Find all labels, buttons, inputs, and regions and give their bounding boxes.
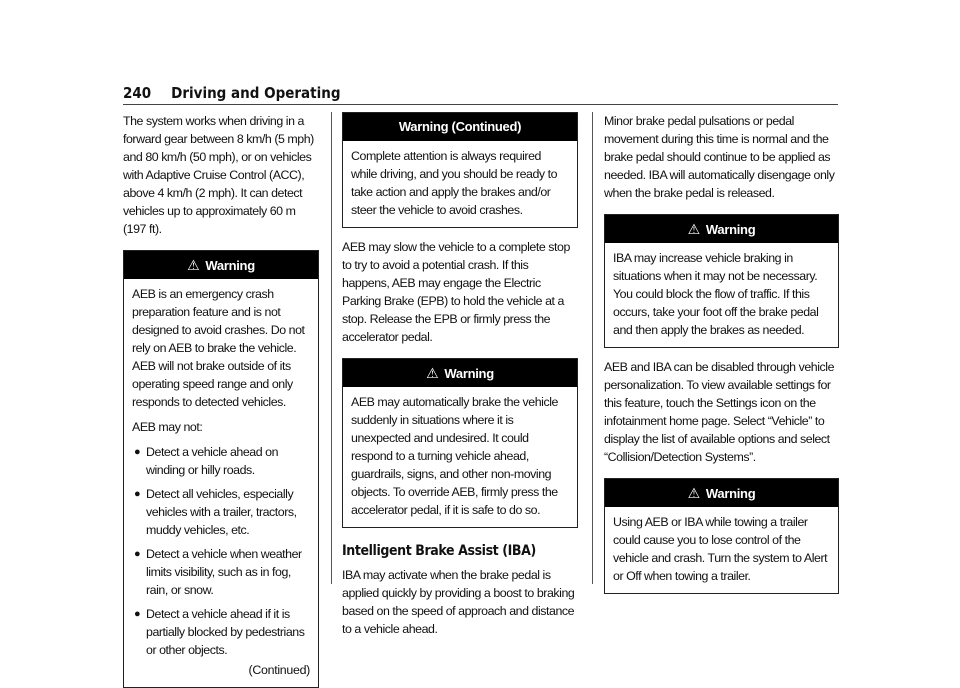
warning-text: AEB may automatically brake the vehicle suddenly in situations where it is unexpected and undesired. It could respond to a turning vehicle ahead, guardrails, signs, and other non-moving objects. To override AEB, firmly press the accelerator pedal, if it is safe to do so.: [351, 395, 558, 517]
section-heading-iba: Intelligent Brake Assist (IBA): [342, 543, 536, 559]
warning-text: Complete attention is always required while driving, and you should be ready to take action and apply the brakes and/or steer the vehicle to avoid crashes.: [351, 149, 558, 217]
warning-triangle-icon: ⚠: [687, 485, 700, 501]
warning-text: Using AEB or IBA while towing a trailer could cause you to lose control of the vehicle and crash. Turn the system to Alert or Off when towing a trailer.: [613, 515, 828, 583]
warning-body: [343, 387, 577, 527]
list-item: [132, 443, 310, 479]
warning-box-auto-brake: [342, 358, 578, 528]
bullet-text: Detect all vehicles, especially vehicles with a trailer, tractors, muddy vehicles, etc.: [146, 487, 297, 537]
warning-box-iba: [604, 214, 839, 348]
warning-box-aeb: [123, 250, 319, 688]
warning-body: [605, 507, 838, 593]
column-1: [123, 112, 319, 688]
warning-header: [124, 251, 318, 279]
warning-header: [343, 359, 577, 387]
column-divider-1: [331, 112, 332, 584]
warning-title: Warning: [205, 258, 255, 273]
warning-triangle-icon: ⚠: [687, 221, 700, 237]
warning-body: [605, 243, 838, 347]
warning-triangle-icon: ⚠: [426, 365, 439, 381]
warning-body: [124, 279, 318, 687]
disable-paragraph: AEB and IBA can be disabled through vehicle personalization. To view available settings for this feature, touch the Settings icon on the infotainment home page. Select “Vehicle” to display the list of available options and select “Collision/Detection Systems”.: [604, 360, 835, 464]
warning-body: [343, 141, 577, 227]
column-2: [342, 112, 578, 638]
bullet-icon: ●: [134, 488, 141, 500]
warning-header: [605, 479, 838, 507]
bullet-icon: ●: [134, 446, 141, 458]
warning-bullet-list: [132, 443, 310, 659]
bullet-icon: ●: [134, 548, 141, 560]
warning-title: Warning: [705, 486, 756, 501]
warning-header: [605, 215, 838, 243]
aeb-stop-paragraph: AEB may slow the vehicle to a complete stop to try to avoid a potential crash. If this happens, AEB may engage the Electric Parking Brake (EPB) to hold the vehicle at a stop. Release the EPB or firmly press the accelerator pedal.: [342, 240, 570, 344]
column-3: [604, 112, 839, 594]
warning-title: Warning: [705, 222, 756, 237]
warning-header: Warning (Continued): [343, 113, 577, 141]
list-item: [132, 485, 310, 539]
bullet-text: Detect a vehicle when weather limits visibility, such as in fog, rain, or snow.: [146, 547, 302, 597]
list-item: [132, 545, 310, 599]
pedal-paragraph: Minor brake pedal pulsations or pedal movement during this time is normal and the brake pedal should continue to be applied as needed. IBA will automatically disengage only when the brake pedal is released.: [604, 114, 835, 200]
column-divider-2: [592, 112, 593, 584]
warning-triangle-icon: ⚠: [187, 257, 200, 273]
warning-text: AEB is an emergency crash preparation feature and is not designed to avoid crashes. Do not rely on AEB to brake the vehicle. AEB will not brake outside of its operating speed range and only responds to detected vehicles.: [132, 287, 305, 409]
iba-paragraph: IBA may activate when the brake pedal is applied quickly by providing a boost to braking based on the speed of approach and distance to a vehicle ahead.: [342, 568, 575, 636]
intro-paragraph: The system works when driving in a forward gear between 8 km/h (5 mph) and 80 km/h (50 mph), or on vehicles with Adaptive Cruise Control (ACC), above 4 km/h (2 mph). It can detect vehicles up to approximately 60 m (197 ft).: [123, 114, 314, 236]
page-number: 240: [123, 84, 152, 102]
page-header: [123, 84, 838, 104]
warning-text: IBA may increase vehicle braking in situations when it may not be necessary. You could block the flow of traffic. If this occurs, take your foot off the brake pedal and then apply the brakes as needed.: [613, 251, 819, 337]
warning-box-towing: [604, 478, 839, 594]
continued-label: (Continued): [248, 663, 310, 677]
warning-list-intro: AEB may not:: [132, 420, 203, 434]
header-rule: [123, 104, 838, 105]
section-title: Driving and Operating: [171, 84, 341, 102]
list-item: [132, 605, 310, 659]
bullet-text: Detect a vehicle ahead if it is partially blocked by pedestrians or other objects.: [146, 607, 305, 657]
warning-box-continued: [342, 112, 578, 228]
bullet-icon: ●: [134, 608, 141, 620]
warning-title: Warning: [444, 366, 494, 381]
bullet-text: Detect a vehicle ahead on winding or hilly roads.: [146, 445, 279, 477]
